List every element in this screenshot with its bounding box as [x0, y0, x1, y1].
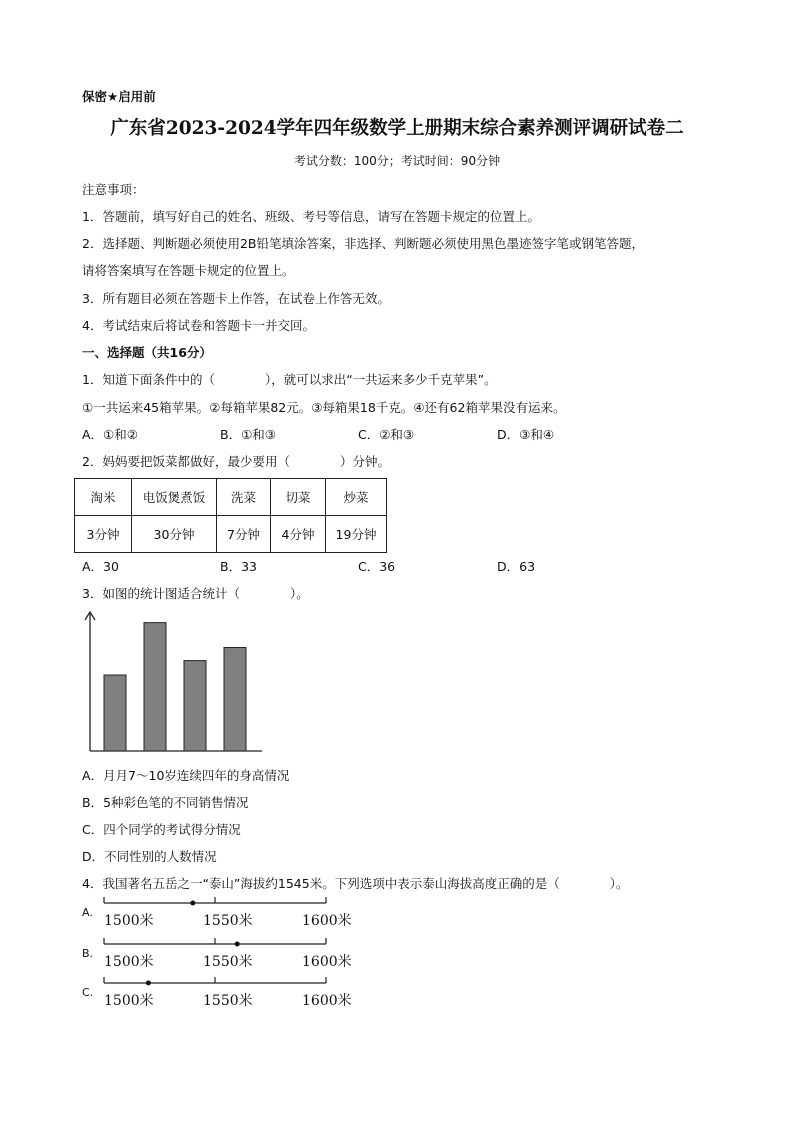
tick-label: 1550米 [203, 993, 253, 1009]
table-header-cell: 切菜 [271, 479, 326, 516]
bar [104, 675, 126, 751]
question-1-conditions: ①一共运来45箱苹果。②每箱苹果82元。③每箱果18千克。④还有62箱苹果没有运来。 [82, 400, 566, 415]
exam-info: 考试分数：100分；考试时间：90分钟 [293, 154, 501, 168]
section-heading: 一、选择题（共16分） [82, 345, 212, 360]
question-4-option-c[interactable] [82, 976, 372, 1010]
tick-label: 1500米 [104, 913, 154, 929]
number-line [82, 937, 372, 949]
question-3-option-c[interactable]: C．四个同学的考试得分情况 [82, 822, 241, 837]
option-label: B. [82, 947, 94, 960]
table-header-row [75, 479, 387, 516]
option-label: A. [82, 906, 93, 919]
question-1-option-a[interactable]: A．①和② [82, 427, 138, 442]
bar [144, 623, 166, 751]
question-2-option-a[interactable]: A．30 [82, 559, 119, 574]
question-3-option-d[interactable]: D．不同性别的人数情况 [82, 849, 217, 864]
question-2-stem: 2．妈妈要把饭菜都做好，最少要用（ ）分钟。 [82, 454, 390, 469]
note-item: 4．考试结束后将试卷和答题卡一并交回。 [82, 318, 315, 333]
table-cell: 7分钟 [217, 516, 271, 553]
question-4-stem: 4．我国著名五岳之一“泰山”海拔约1545米。下列选项中表示泰山海拔高度正确的是（ ）。 [82, 876, 629, 891]
confidential-label: 保密★启用前 [82, 89, 156, 104]
table-row [75, 516, 387, 553]
tick-label: 1500米 [104, 954, 154, 970]
table-cell: 30分钟 [132, 516, 217, 553]
question-4-option-b[interactable] [82, 937, 372, 971]
number-line-dot [235, 942, 240, 947]
number-line [82, 976, 372, 988]
note-item: 3．所有题目必须在答题卡上作答，在试卷上作答无效。 [82, 291, 390, 306]
note-item: 1．答题前，填写好自己的姓名、班级、考号等信息，请写在答题卡规定的位置上。 [82, 209, 540, 224]
page-title: 广东省2023-2024学年四年级数学上册期末综合素养测评调研试卷二 [110, 118, 684, 139]
table-header-cell: 洗菜 [217, 479, 271, 516]
tick-label: 1500米 [104, 993, 154, 1009]
number-line-dot [190, 901, 195, 906]
bar [184, 661, 206, 751]
question-3-option-b[interactable]: B．5种彩色笔的不同销售情况 [82, 795, 249, 810]
question-1-option-c[interactable]: C．②和③ [358, 427, 415, 442]
option-label: C. [82, 986, 94, 999]
tick-label: 1600米 [302, 913, 352, 929]
question-2-option-c[interactable]: C．36 [358, 559, 396, 574]
note-item: 请将答案填写在答题卡规定的位置上。 [82, 263, 295, 278]
question-2-option-b[interactable]: B．33 [220, 559, 257, 574]
note-item: 2．选择题、判断题必须使用2B铅笔填涂答案，非选择、判断题必须使用黑色墨迹签字笔或钢笔答题， [82, 236, 644, 251]
question-1-stem: 1．知道下面条件中的（ ），就可以求出“一共运来多少千克苹果”。 [82, 372, 497, 387]
notes-heading: 注意事项： [82, 182, 145, 197]
number-line [82, 896, 372, 908]
number-line-dot [146, 981, 151, 986]
table-header-cell: 淘米 [75, 479, 132, 516]
table-cell: 4分钟 [271, 516, 326, 553]
question-2-option-d[interactable]: D．63 [497, 559, 536, 574]
tick-label: 1550米 [203, 913, 253, 929]
tick-label: 1550米 [203, 954, 253, 970]
question-1-option-d[interactable]: D．③和④ [497, 427, 555, 442]
question-1-option-b[interactable]: B．①和③ [220, 427, 276, 442]
question-4-option-a[interactable] [82, 896, 372, 930]
cooking-time-table [74, 478, 387, 553]
table-header-cell: 炒菜 [326, 479, 387, 516]
tick-label: 1600米 [302, 954, 352, 970]
table-cell: 19分钟 [326, 516, 387, 553]
tick-label: 1600米 [302, 993, 352, 1009]
table-header-cell: 电饭煲煮饭 [132, 479, 217, 516]
question-3-stem: 3．如图的统计图适合统计（ ）。 [82, 586, 309, 601]
table-cell: 3分钟 [75, 516, 132, 553]
bar [224, 648, 246, 751]
question-3-option-a[interactable]: A．月月7～10岁连续四年的身高情况 [82, 768, 290, 783]
bar-chart [80, 608, 270, 758]
